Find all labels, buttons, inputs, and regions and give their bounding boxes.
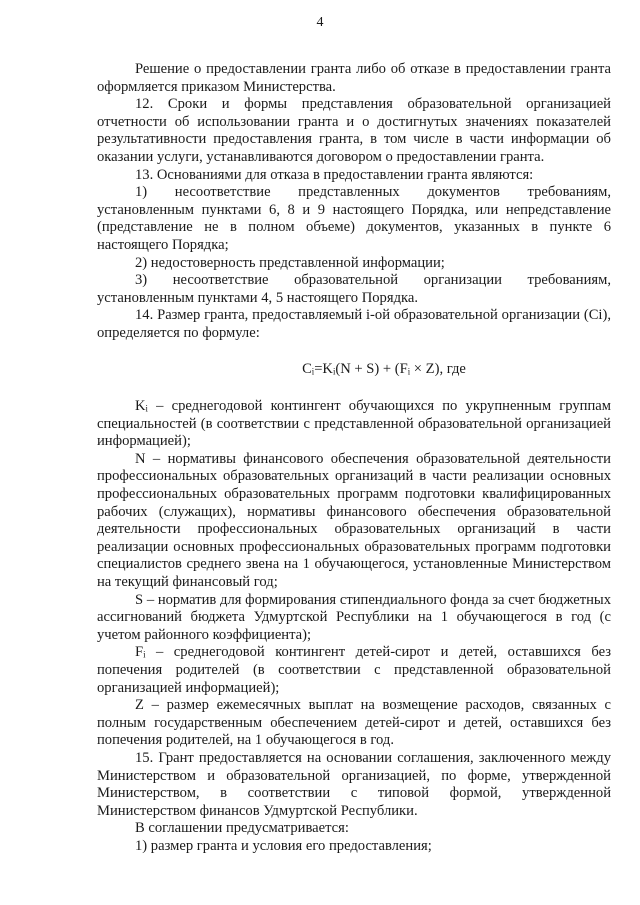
definition-s: S – норматив для формирования стипендиального фонда за счет бюджетных ассигнований бюджета Удмуртской Республики на 1 обучающегося в год (с учетом районного коэффициента); [97,591,611,643]
list-item-13-2: 2) недостоверность представленной информации; [135,254,445,271]
list-item-13-1: 1) несоответствие представленных документов требованиям, установленным пунктами 6, 8 и 9 настоящего Порядка, или непредставление (представление не в полном объеме) документов, указанных в пункте 6 настоящего Порядка; [97,184,611,253]
definition-n: N – нормативы финансового обеспечения образовательной деятельности профессиональных образовательных организаций в части реализации основных профессиональных образовательных программ подготовки квалифицированных рабочих (служащих), нормативы финансового обеспечения образовательной деятельности профессиональных образовательных организаций в части реализации основных профессиональных образовательных программ подготовки специалистов среднего звена на 1 обучающегося, установленные Министерством на текущий финансовый год; [97,450,611,591]
list-item-13-3: 3) несоответствие образовательной организации требованиям, установленным пунктами 4, 5 настоящего Порядка. [97,272,611,306]
paragraph-decision: Решение о предоставлении гранта либо об отказе в предоставлении гранта оформляется приказом Министерства. [97,61,611,95]
agreement-item-1: 1) размер гранта и условия его предоставления; [135,837,432,854]
agreement-intro: В соглашении предусматривается: [135,820,349,837]
document-body [97,61,611,856]
paragraph-14: 14. Размер гранта, предоставляемый i-ой образовательной организации (Ci), определяется по формуле: [97,307,611,341]
paragraph-15: 15. Грант предоставляется на основании соглашения, заключенного между Министерством и образовательной организацией, по форме, утвержденной Министерством, в соответствии с типовой формой, утвержденной Министерством финансов Удмуртской Республики. [97,749,611,819]
paragraph-12: 12. Сроки и формы представления образовательной организацией отчетности об использовании гранта и о достигнутых значениях показателей результативности предоставления гранта, в том числе в части информации об оказании услуги, устанавливаются договором о предоставлении гранта. [97,96,611,165]
definition-z: Z – размер ежемесячных выплат на возмещение расходов, связанных с полным государственным обеспечением детей-сирот и детей, оставшихся без попечения родителей, на 1 обучающегося в год. [97,697,611,749]
grant-formula: Cᵢ=Kᵢ(N + S) + (Fᵢ × Z), где [302,360,466,377]
definition-f: Fᵢ – среднегодовой контингент детей-сирот и детей, оставшихся без попечения родителей (в соответствии с представленной образовательной организацией информацией); [97,644,611,696]
page-number: 4 [316,15,324,30]
paragraph-13: 13. Основаниями для отказа в предоставлении гранта являются: [135,166,534,183]
definition-k: Kᵢ – среднегодовой контингент обучающихся по укрупненным группам специальностей (в соответствии с представленной образовательной организацией информацией); [97,398,611,450]
